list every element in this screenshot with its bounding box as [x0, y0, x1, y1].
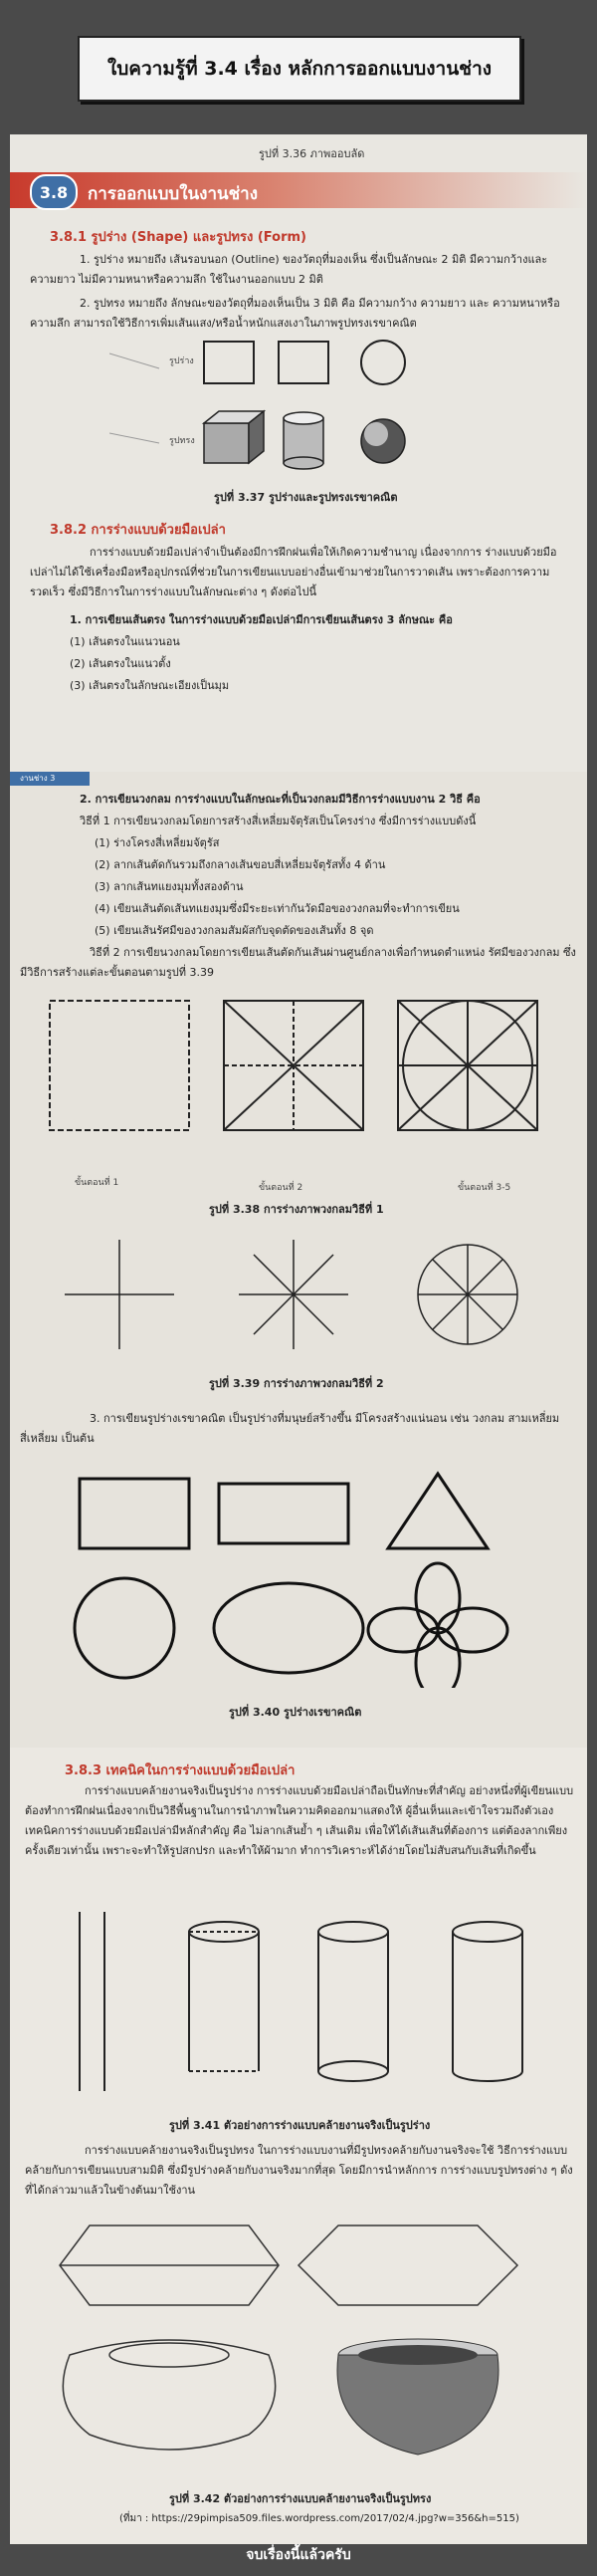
- paragraph-shape: 1. รูปร่าง หมายถึง เส้นรอบนอก (Outline) ของวัตถุที่มองเห็น ซึ่งเป็นลักษณะ 2 มิติ มีความกว้างและความยาว ไม่มีความหนาหรือความลึก ใช้ในงานออกแบบ 2 มิติ: [30, 253, 548, 286]
- paragraph-freehand: การร่างแบบด้วยมือเปล่าจำเป็นต้องมีการฝึกฝนเพื่อให้เกิดความชำนาญ เนื่องจากการ ร่างแบบด้วยมือเปล่าไม่ได้ใช้เครื่องมือหรืออุปกรณ์ที่ช่วยในการเขียนแบบอย่างอื่นเข้ามาช่วยในการวาดเส้น เพราะต้องการความรวดเร็ว ซึ่งมีวิธีการในการร่างแบบในลักษณะต่าง ๆ ดังต่อไปนี้: [30, 546, 557, 598]
- paragraph-method2: วิธีที่ 2 การเขียนวงกลมโดยการเขียนเส้นตัดกันเส้นผ่านศูนย์กลางเพื่อกำหนดตำแหน่ง รัศมีของวงกลม ซึ่งมีวิธีการสร้างแต่ละขั้นตอนตามรูปที่ 3.39: [20, 946, 576, 979]
- figure-3-42-caption: รูปที่ 3.42 ตัวอย่างการร่างแบบคล้ายงานจริงเป็นรูปทรง: [169, 2492, 432, 2505]
- step-label-2: ขั้นตอนที่ 2: [259, 1183, 303, 1193]
- paragraph-form-technique: การร่างแบบคล้ายงานจริงเป็นรูปทรง ในการร่างแบบงานที่มีรูปทรงคล้ายกับงานจริงจะใช้ วิธีการร่างแบบคล้ายกับการเขียนแบบสามมิติ ซึ่งมีรูปร่างคล้ายกับงานจริงมากที่สุด โดยมีการนำหลักการ การร่างแบบรูปทรงต่าง ๆ ดังที่ได้กล่าวมาแล้วในข้างต้นมาใช้งาน: [25, 2144, 573, 2197]
- figure-3-39-caption: รูปที่ 3.39 การร่างภาพวงกลมวิธีที่ 2: [209, 1377, 384, 1390]
- subsection-title-382: 3.8.2 การร่างแบบด้วยมือเปล่า: [50, 523, 226, 538]
- section-title: การออกแบบในงานช่าง: [88, 184, 258, 204]
- step-3: (3) ลากเส้นทแยงมุมทั้งสองด้าน: [95, 880, 244, 893]
- book-page-3: [10, 1748, 587, 2544]
- ending-text: จบเรื่องนี้แล้วครับ: [246, 2547, 351, 2563]
- step-5: (5) เขียนเส้นรัศมีของวงกลมสัมผัสกับจุดตัดของเส้นทั้ง 8 จุด: [95, 924, 374, 937]
- figure-3-37-caption: รูปที่ 3.37 รูปร่างและรูปทรงเรขาคณิต: [214, 491, 398, 504]
- list-item-1: (1) เส้นตรงในแนวนอน: [70, 635, 180, 648]
- section-number: 3.8: [30, 174, 78, 210]
- figure-3-41-drawing: [60, 1902, 537, 2101]
- figure-3-40-drawing: [70, 1459, 527, 1688]
- figure-3-40-caption: รูปที่ 3.40 รูปร่างเรขาคณิต: [229, 1706, 362, 1719]
- paragraph-straight-lines: 1. การเขียนเส้นตรง ในการร่างแบบด้วยมือเปล่ามีการเขียนเส้นตรง 3 ลักษณะ คือ: [70, 613, 453, 626]
- step-4: (4) เขียนเส้นตัดเส้นทแยงมุมซึ่งมีระยะเท่ากันวัดมือของวงกลมที่จะทำการเขียน: [95, 902, 460, 915]
- list-item-2: (2) เส้นตรงในแนวตั้ง: [70, 657, 171, 670]
- paragraph-geometry: 3. การเขียนรูปร่างเรขาคณิต เป็นรูปร่างที่มนุษย์สร้างขึ้น มีโครงสร้างแน่นอน เช่น วงกลม สามเหลี่ยม สี่เหลี่ยม เป็นต้น: [20, 1412, 560, 1445]
- subsection-title-381: 3.8.1 รูปร่าง (Shape) และรูปทรง (Form): [50, 230, 306, 245]
- top-caption: รูปที่ 3.36 ภาพออบลัด: [259, 147, 365, 160]
- form-label: รูปทรง: [169, 436, 195, 446]
- book-page-2: [10, 772, 587, 1748]
- list-item-3: (3) เส้นตรงในลักษณะเอียงเป็นมุม: [70, 679, 230, 692]
- figure-3-39-drawing: [50, 1230, 547, 1359]
- step-label-3: ขั้นตอนที่ 3-5: [458, 1183, 511, 1193]
- book-page-1: [10, 134, 587, 772]
- shape-form-figure: [109, 334, 488, 483]
- shape-label: รูปร่าง: [169, 356, 194, 366]
- page-tab: งานช่าง 3: [10, 772, 90, 786]
- paragraph-technique: การร่างแบบคล้ายงานจริงเป็นรูปร่าง การร่างแบบด้วยมือเปล่าถือเป็นทักษะที่สำคัญ อย่างหนึ่งที่ผู้เขียนแบบต้องทำการฝึกฝนเนื่องจากเป็นวิธีพื้นฐานในการนำภาพในความคิดออกมาแสดงให้ ผู้อื่นเห็นและเข้าใจรวมถึงตัวเอง เทคนิคการร่างแบบด้วยมือเปล่ามีหลักสำคัญ คือ ไม่ลากเส้นย้ำ ๆ เส้นเดิม เพื่อให้ได้เส้นเส้นที่ต้องการ แต่ต้องลากเพียงครั้งเดียวเท่านั้น เพราะจะทำให้รูปสกปรก และทำให้ผ้ามาก ทำการวิเคราะห์ได้ง่ายโดยไม่สับสนกับเส้นที่เกิดขึ้น: [25, 1784, 574, 1857]
- figure-3-42-drawing: [50, 2206, 547, 2474]
- step-2: (2) ลากเส้นตัดกันรวมถึงกลางเส้นขอบสี่เหลี่ยมจัตุรัสทั้ง 4 ด้าน: [95, 858, 386, 871]
- title-banner: [78, 36, 521, 102]
- paragraph-method1: วิธีที่ 1 การเขียนวงกลมโดยการสร้างสี่เหลี่ยมจัตุรัสเป็นโครงร่าง ซึ่งมีการร่างแบบดังนี้: [80, 815, 477, 827]
- subsection-title-383: 3.8.3 เทคนิคในการร่างแบบด้วยมือเปล่า: [65, 1763, 296, 1778]
- source-credit: (ที่มา : https://29pimpisa509.files.wordpress.com/2017/02/4.jpg?w=356&h=515): [119, 2513, 519, 2524]
- figure-3-41-caption: รูปที่ 3.41 ตัวอย่างการร่างแบบคล้ายงานจริงเป็นรูปร่าง: [169, 2119, 431, 2132]
- figure-3-38-caption: รูปที่ 3.38 การร่างภาพวงกลมวิธีที่ 1: [209, 1203, 384, 1216]
- paragraph-circle: 2. การเขียนวงกลม การร่างแบบในลักษณะที่เป็นวงกลมมีวิธีการร่างแบบงาน 2 วิธี คือ: [80, 793, 481, 806]
- banner-title: ใบความรู้ที่ 3.4 เรื่อง หลักการออกแบบงานช่าง: [106, 58, 493, 80]
- step-1: (1) ร่างโครงสี่เหลี่ยมจัตุรัส: [95, 836, 220, 849]
- figure-3-38-drawing: [40, 991, 557, 1160]
- step-label-1: ขั้นตอนที่ 1: [75, 1178, 119, 1188]
- paragraph-form: 2. รูปทรง หมายถึง ลักษณะของวัตถุที่มองเห็นเป็น 3 มิติ คือ มีความกว้าง ความยาว และ ความหนาหรือความลึก สามารถใช้วิธีการเพิ่มเส้นแสง/หรือน้ำหนักแสงเงาในภาพรูปทรงเรขาคณิต: [30, 297, 560, 330]
